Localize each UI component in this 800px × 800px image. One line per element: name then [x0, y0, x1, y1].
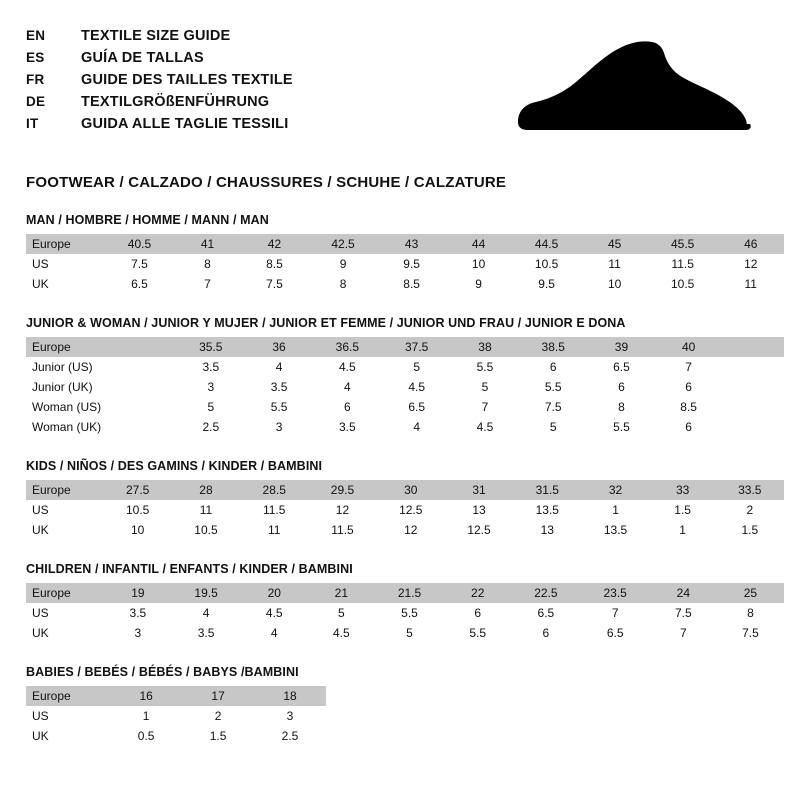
row-label: Junior (US) [32, 360, 93, 374]
section-junior-woman [26, 316, 774, 437]
table-cell: 11 [744, 277, 757, 291]
table-cell: 5 [481, 380, 489, 394]
language-code: ES [26, 50, 45, 65]
table-cell: 28 [172, 480, 240, 500]
row-label: US [32, 503, 49, 517]
table-cell: 7.5 [131, 257, 148, 271]
table-cell: 18 [254, 686, 326, 706]
table-cell: 10 [471, 257, 486, 271]
size-table-kids [26, 480, 784, 540]
table-cell: 11.5 [262, 503, 286, 517]
table-cell: 31 [445, 480, 513, 500]
table-cell: 11 [267, 523, 281, 537]
table-cell: 5.5 [270, 400, 288, 414]
row-label: Europe [26, 686, 110, 706]
table-cell: 19 [104, 583, 171, 603]
category-heading: FOOTWEAR / CALZADO / CHAUSSURES / SCHUHE / CALZATURE [26, 174, 507, 191]
table-cell: 40.5 [105, 234, 175, 254]
table-cell: 30 [377, 480, 445, 500]
language-code: IT [26, 116, 39, 131]
table-cell: 4 [275, 360, 283, 374]
table-cell: 3 [286, 709, 294, 723]
table-cell: 22 [444, 583, 511, 603]
row-label: Woman (UK) [32, 420, 102, 434]
size-table-babies [26, 686, 326, 746]
row-label: Europe [26, 583, 104, 603]
table-cell: 1.5 [209, 729, 227, 743]
row-label: US [32, 606, 49, 620]
table-cell: 39 [588, 337, 655, 357]
table-cell: 5 [413, 360, 421, 374]
table-cell: 8.5 [680, 400, 697, 414]
table-cell: 33.5 [716, 480, 784, 500]
table-cell: 3 [207, 380, 215, 394]
table-cell: 10.5 [670, 277, 695, 291]
table-cell: 8 [204, 257, 211, 271]
table-cell: 8 [747, 606, 754, 620]
table-cell: 5 [406, 626, 413, 640]
table-cell: 45.5 [648, 234, 718, 254]
table-cell: 7.5 [266, 277, 283, 291]
table-cell: 22.5 [511, 583, 580, 603]
row-label: Woman (US) [32, 400, 102, 414]
table-cell: 33 [650, 480, 716, 500]
table-cell: 3.5 [202, 360, 220, 374]
row-label: Europe [26, 480, 104, 500]
table-cell: 1 [142, 709, 150, 723]
table-cell: 12 [404, 523, 418, 537]
table-cell: 9 [475, 277, 482, 291]
table-row [26, 254, 784, 274]
table-cell: 25 [717, 583, 784, 603]
table-row [26, 377, 784, 397]
table-cell: 19.5 [171, 583, 240, 603]
section-title: MAN / HOMBRE / HOMME / MANN / MAN [26, 213, 269, 227]
size-table-man [26, 234, 784, 294]
table-cell: 6 [685, 420, 692, 434]
page-title: TEXTILGRÖßENFÜHRUNG [81, 94, 270, 110]
table-row [26, 480, 784, 500]
table-row [26, 234, 784, 254]
table-cell: 45 [581, 234, 647, 254]
table-cell: 4.5 [408, 380, 426, 394]
table-cell: 36.5 [313, 337, 382, 357]
table-cell: 12.5 [399, 503, 423, 517]
table-cell: 0.5 [137, 729, 155, 743]
table-cell: 6 [618, 380, 625, 394]
row-label: UK [32, 729, 49, 743]
table-cell: 3 [275, 420, 283, 434]
table-cell: 7 [204, 277, 211, 291]
table-cell: 36 [245, 337, 312, 357]
table-cell: 9 [339, 257, 347, 271]
language-code: DE [26, 94, 46, 109]
table-cell: 11 [199, 503, 213, 517]
table-cell: 29.5 [308, 480, 376, 500]
table-cell: 28.5 [240, 480, 308, 500]
table-cell: 1.5 [674, 503, 691, 517]
row-label: Junior (UK) [32, 380, 93, 394]
table-cell: 44 [445, 234, 511, 254]
section-title: KIDS / NIÑOS / DES GAMINS / KINDER / BAMBINI [26, 459, 323, 473]
table-cell: 7.5 [544, 400, 562, 414]
table-cell: 8 [618, 400, 625, 414]
table-cell: 7 [481, 400, 489, 414]
page-title: GUIDE DES TAILLES TEXTILE [81, 72, 293, 88]
table-cell: 1 [679, 523, 686, 537]
table-row [26, 603, 784, 623]
table-cell: 8.5 [266, 257, 283, 271]
table-cell: 4.5 [338, 360, 356, 374]
language-code: EN [26, 28, 46, 43]
table-cell: 31.5 [513, 480, 581, 500]
table-cell: 3.5 [338, 420, 356, 434]
table-cell: 7.5 [742, 626, 759, 640]
table-cell: 13.5 [603, 523, 628, 537]
table-cell: 11 [608, 257, 621, 271]
table-row [26, 397, 784, 417]
table-cell: 3.5 [129, 606, 147, 620]
table-cell [114, 417, 176, 437]
table-cell: 7.5 [674, 606, 692, 620]
table-cell: 6.5 [131, 277, 148, 291]
table-cell: 6.5 [613, 360, 630, 374]
table-cell: 6 [474, 606, 482, 620]
table-row [26, 583, 784, 603]
table-cell: 46 [717, 234, 784, 254]
table-cell: 4.5 [476, 420, 494, 434]
table-row [26, 726, 326, 746]
table-cell: 9.5 [403, 257, 420, 271]
table-cell: 42.5 [308, 234, 378, 254]
table-cell: 9.5 [538, 277, 555, 291]
table-cell: 24 [650, 583, 717, 603]
page-title: GUÍA DE TALLAS [81, 50, 204, 66]
table-cell: 6.5 [606, 626, 624, 640]
table-cell: 5.5 [401, 606, 418, 620]
table-cell: 4 [413, 420, 421, 434]
table-cell [722, 417, 784, 437]
row-label: US [32, 257, 49, 271]
table-cell: 23.5 [581, 583, 650, 603]
table-cell: 2 [746, 503, 754, 517]
table-cell: 2 [214, 709, 222, 723]
table-cell: 12 [744, 257, 758, 271]
table-cell: 3.5 [197, 626, 215, 640]
table-cell: 11.5 [331, 523, 354, 537]
page-title: TEXTILE SIZE GUIDE [81, 28, 231, 44]
table-cell [722, 337, 784, 357]
table-cell: 8 [339, 277, 347, 291]
dress-shoe-icon [506, 34, 756, 142]
table-cell: 5 [337, 606, 345, 620]
table-cell [114, 397, 176, 417]
table-cell: 41 [174, 234, 240, 254]
table-cell [114, 377, 176, 397]
table-cell: 5.5 [476, 360, 494, 374]
row-label: Europe [26, 234, 105, 254]
table-cell: 3.5 [270, 380, 288, 394]
section-title: BABIES / BEBÉS / BÉBÉS / BABYS /BAMBINI [26, 665, 299, 679]
table-cell [114, 337, 176, 357]
table-cell: 4 [270, 626, 278, 640]
table-cell [722, 377, 784, 397]
table-cell: 42 [241, 234, 309, 254]
table-cell: 5.5 [544, 380, 562, 394]
table-cell: 5.5 [469, 626, 487, 640]
table-row [26, 686, 326, 706]
section-children [26, 562, 774, 643]
table-cell: 6 [549, 360, 557, 374]
table-cell: 40 [655, 337, 722, 357]
table-row [26, 417, 784, 437]
table-cell: 8.5 [403, 277, 420, 291]
table-cell: 7 [679, 626, 687, 640]
table-cell: 21.5 [375, 583, 444, 603]
table-row [26, 274, 784, 294]
table-row [26, 500, 784, 520]
section-man [26, 213, 774, 294]
table-row [26, 706, 326, 726]
table-cell: 38 [451, 337, 518, 357]
table-cell: 21 [308, 583, 375, 603]
table-cell: 10.5 [126, 503, 150, 517]
table-cell: 4.5 [265, 606, 283, 620]
table-cell: 1 [612, 503, 619, 517]
table-cell [114, 357, 176, 377]
table-cell: 20 [241, 583, 308, 603]
row-label: UK [32, 626, 49, 640]
table-cell: 6 [685, 380, 692, 394]
table-cell: 4 [343, 380, 351, 394]
table-cell: 13.5 [535, 503, 559, 517]
section-babies [26, 665, 774, 746]
table-cell: 12 [335, 503, 350, 517]
table-cell: 38.5 [519, 337, 588, 357]
table-cell: 12.5 [467, 523, 491, 537]
table-cell: 43 [378, 234, 446, 254]
table-cell: 6.5 [408, 400, 426, 414]
table-row [26, 357, 784, 377]
page-title: GUIDA ALLE TAGLIE TESSILI [81, 116, 289, 132]
table-cell: 37.5 [382, 337, 451, 357]
table-cell [722, 397, 784, 417]
table-cell: 4.5 [332, 626, 350, 640]
table-cell: 6.5 [537, 606, 555, 620]
row-label: UK [32, 523, 49, 537]
table-cell: 10 [131, 523, 145, 537]
table-cell: 13 [540, 523, 554, 537]
table-cell: 13 [472, 503, 486, 517]
table-cell: 5 [207, 400, 215, 414]
row-label: US [32, 709, 49, 723]
table-cell: 4 [202, 606, 210, 620]
table-cell: 11.5 [671, 257, 694, 271]
table-cell: 5 [549, 420, 557, 434]
table-cell: 2.5 [281, 729, 299, 743]
table-cell: 10.5 [194, 523, 218, 537]
table-cell: 7 [685, 360, 692, 374]
size-table-children [26, 583, 784, 643]
table-cell: 6 [542, 626, 550, 640]
page-header [26, 28, 774, 158]
table-cell: 35.5 [176, 337, 245, 357]
table-row [26, 337, 784, 357]
table-row [26, 623, 784, 643]
table-cell: 5.5 [613, 420, 630, 434]
row-label: Europe [26, 337, 114, 357]
table-cell: 44.5 [512, 234, 582, 254]
table-cell: 32 [581, 480, 649, 500]
table-cell: 6 [343, 400, 351, 414]
table-cell: 2.5 [202, 420, 220, 434]
table-cell: 17 [182, 686, 254, 706]
row-label: UK [32, 277, 49, 291]
table-cell: 7 [611, 606, 619, 620]
table-cell [722, 357, 784, 377]
table-cell: 1.5 [741, 523, 759, 537]
size-table-junior-woman [26, 337, 784, 437]
table-cell: 10.5 [534, 257, 559, 271]
table-row [26, 520, 784, 540]
section-kids [26, 459, 774, 540]
table-cell: 27.5 [104, 480, 172, 500]
language-code: FR [26, 72, 45, 87]
table-cell: 16 [110, 686, 182, 706]
section-title: CHILDREN / INFANTIL / ENFANTS / KINDER / BAMBINI [26, 562, 353, 576]
section-title: JUNIOR & WOMAN / JUNIOR Y MUJER / JUNIOR ET FEMME / JUNIOR UND FRAU / JUNIOR E DONA [26, 316, 626, 330]
table-cell: 3 [134, 626, 142, 640]
table-cell: 10 [607, 277, 622, 291]
